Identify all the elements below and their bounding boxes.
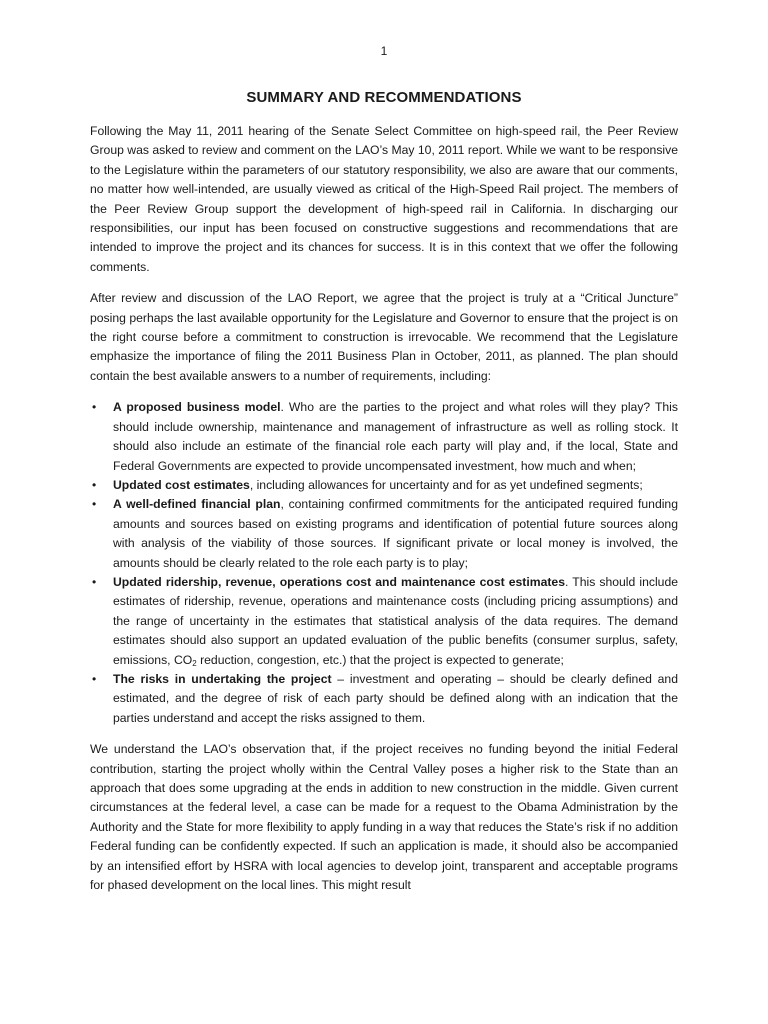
list-item-text: . Who are the parties to the project and what roles will they play? This should include ownership, maintenance and management of infrastructure as well as rolling stock. It should also include an estimate of the financial role each party will play and, if the local, State and Federal Governments are expected to provide uncompensated investment, how much and when; xyxy=(113,400,678,473)
list-item-heading: Updated cost estimates xyxy=(113,477,250,492)
list-item-heading: A proposed business model xyxy=(113,400,281,415)
list-item xyxy=(90,670,678,728)
bullet-icon: • xyxy=(92,400,97,415)
list-item-heading: The risks in undertaking the project xyxy=(113,671,332,686)
document-body xyxy=(90,122,678,907)
bullet-icon: • xyxy=(92,671,97,686)
list-item-text: – investment and operating – should be clearly defined and estimated, and the degree of risk of each party should be defined along with an indication that the parties understand and accept the risks assigned to them. xyxy=(113,671,678,725)
list-item-text: , including allowances for uncertainty and for as yet undefined segments; xyxy=(249,477,643,492)
paragraph-intro: Following the May 11, 2011 hearing of the Senate Select Committee on high-speed rail, the Peer Review Group was asked to review and comment on the LAO’s May 10, 2011 report. While we want to be responsive to the Legislature within the parameters of our statutory responsibility, we also are aware that our comments, no matter how well-intended, are usually viewed as critical of the High-Speed Rail project. The members of the Peer Review Group support the development of high-speed rail in California. In discharging our responsibilities, our input has been focused on constructive suggestions and recommendations that are intended to improve the project and its chances for success. It is in this context that we offer the following comments. xyxy=(90,124,678,274)
requirements-list xyxy=(90,398,678,728)
bullet-icon: • xyxy=(92,477,97,492)
list-item-text: . This should include estimates of ridership, revenue, operations and maintenance costs (including pricing assumptions) and the range of uncertainty in the estimates that statistical analysis of the data requires. The demand estimates should also support an updated evaluation of the public benefits (consumer surplus, safety, emissions, CO xyxy=(113,574,679,667)
list-item xyxy=(90,495,678,573)
list-item xyxy=(90,398,678,476)
bullet-icon: • xyxy=(92,497,97,512)
bullet-icon: • xyxy=(92,574,97,589)
list-item-heading: A well-defined financial plan xyxy=(113,497,281,512)
paragraph-lao-observation: We understand the LAO’s observation that, if the project receives no funding beyond the initial Federal contribution, starting the project wholly within the Central Valley poses a higher risk to the State than an approach that does some upgrading at the ends in addition to new construction in the middle. Given current circumstances at the federal level, a case can be made for a request to the Obama Administration by the Authority and the State for more flexibility to apply funding in a way that reduces the State’s risk if no addition Federal funding can be confidently expected. If such an application is made, it should also be accompanied by an intensified effort by HSRA with local agencies to develop joint, transparent and acceptable programs for phased development on the local lines. This might result xyxy=(90,742,678,893)
list-item xyxy=(90,573,678,670)
page-title: SUMMARY AND RECOMMENDATIONS xyxy=(246,89,522,106)
list-item-text: reduction, congestion, etc.) that the project is expected to generate; xyxy=(196,652,564,667)
list-item-heading: Updated ridership, revenue, operations cost and maintenance cost estimates xyxy=(113,574,565,589)
list-item xyxy=(90,476,678,495)
page-number: 1 xyxy=(380,44,388,58)
list-item-text: , containing confirmed commitments for the anticipated required funding amounts and sources based on existing programs and identification of potential future sources along with analysis of the viability of those sources. If significant private or local money is involved, the amounts should be clearly related to the role each party is to play; xyxy=(113,497,678,570)
subscript-text: 2 xyxy=(192,658,197,668)
paragraph-critical-juncture: After review and discussion of the LAO Report, we agree that the project is truly at a “Critical Juncture” posing perhaps the last available opportunity for the Legislature and Governor to ensure that the project is on the right course before a commitment to construction is irrevocable. We recommend that the Legislature emphasize the importance of filing the 2011 Business Plan in October, 2011, as planned. The plan should contain the best available answers to a number of requirements, including: xyxy=(90,291,678,383)
